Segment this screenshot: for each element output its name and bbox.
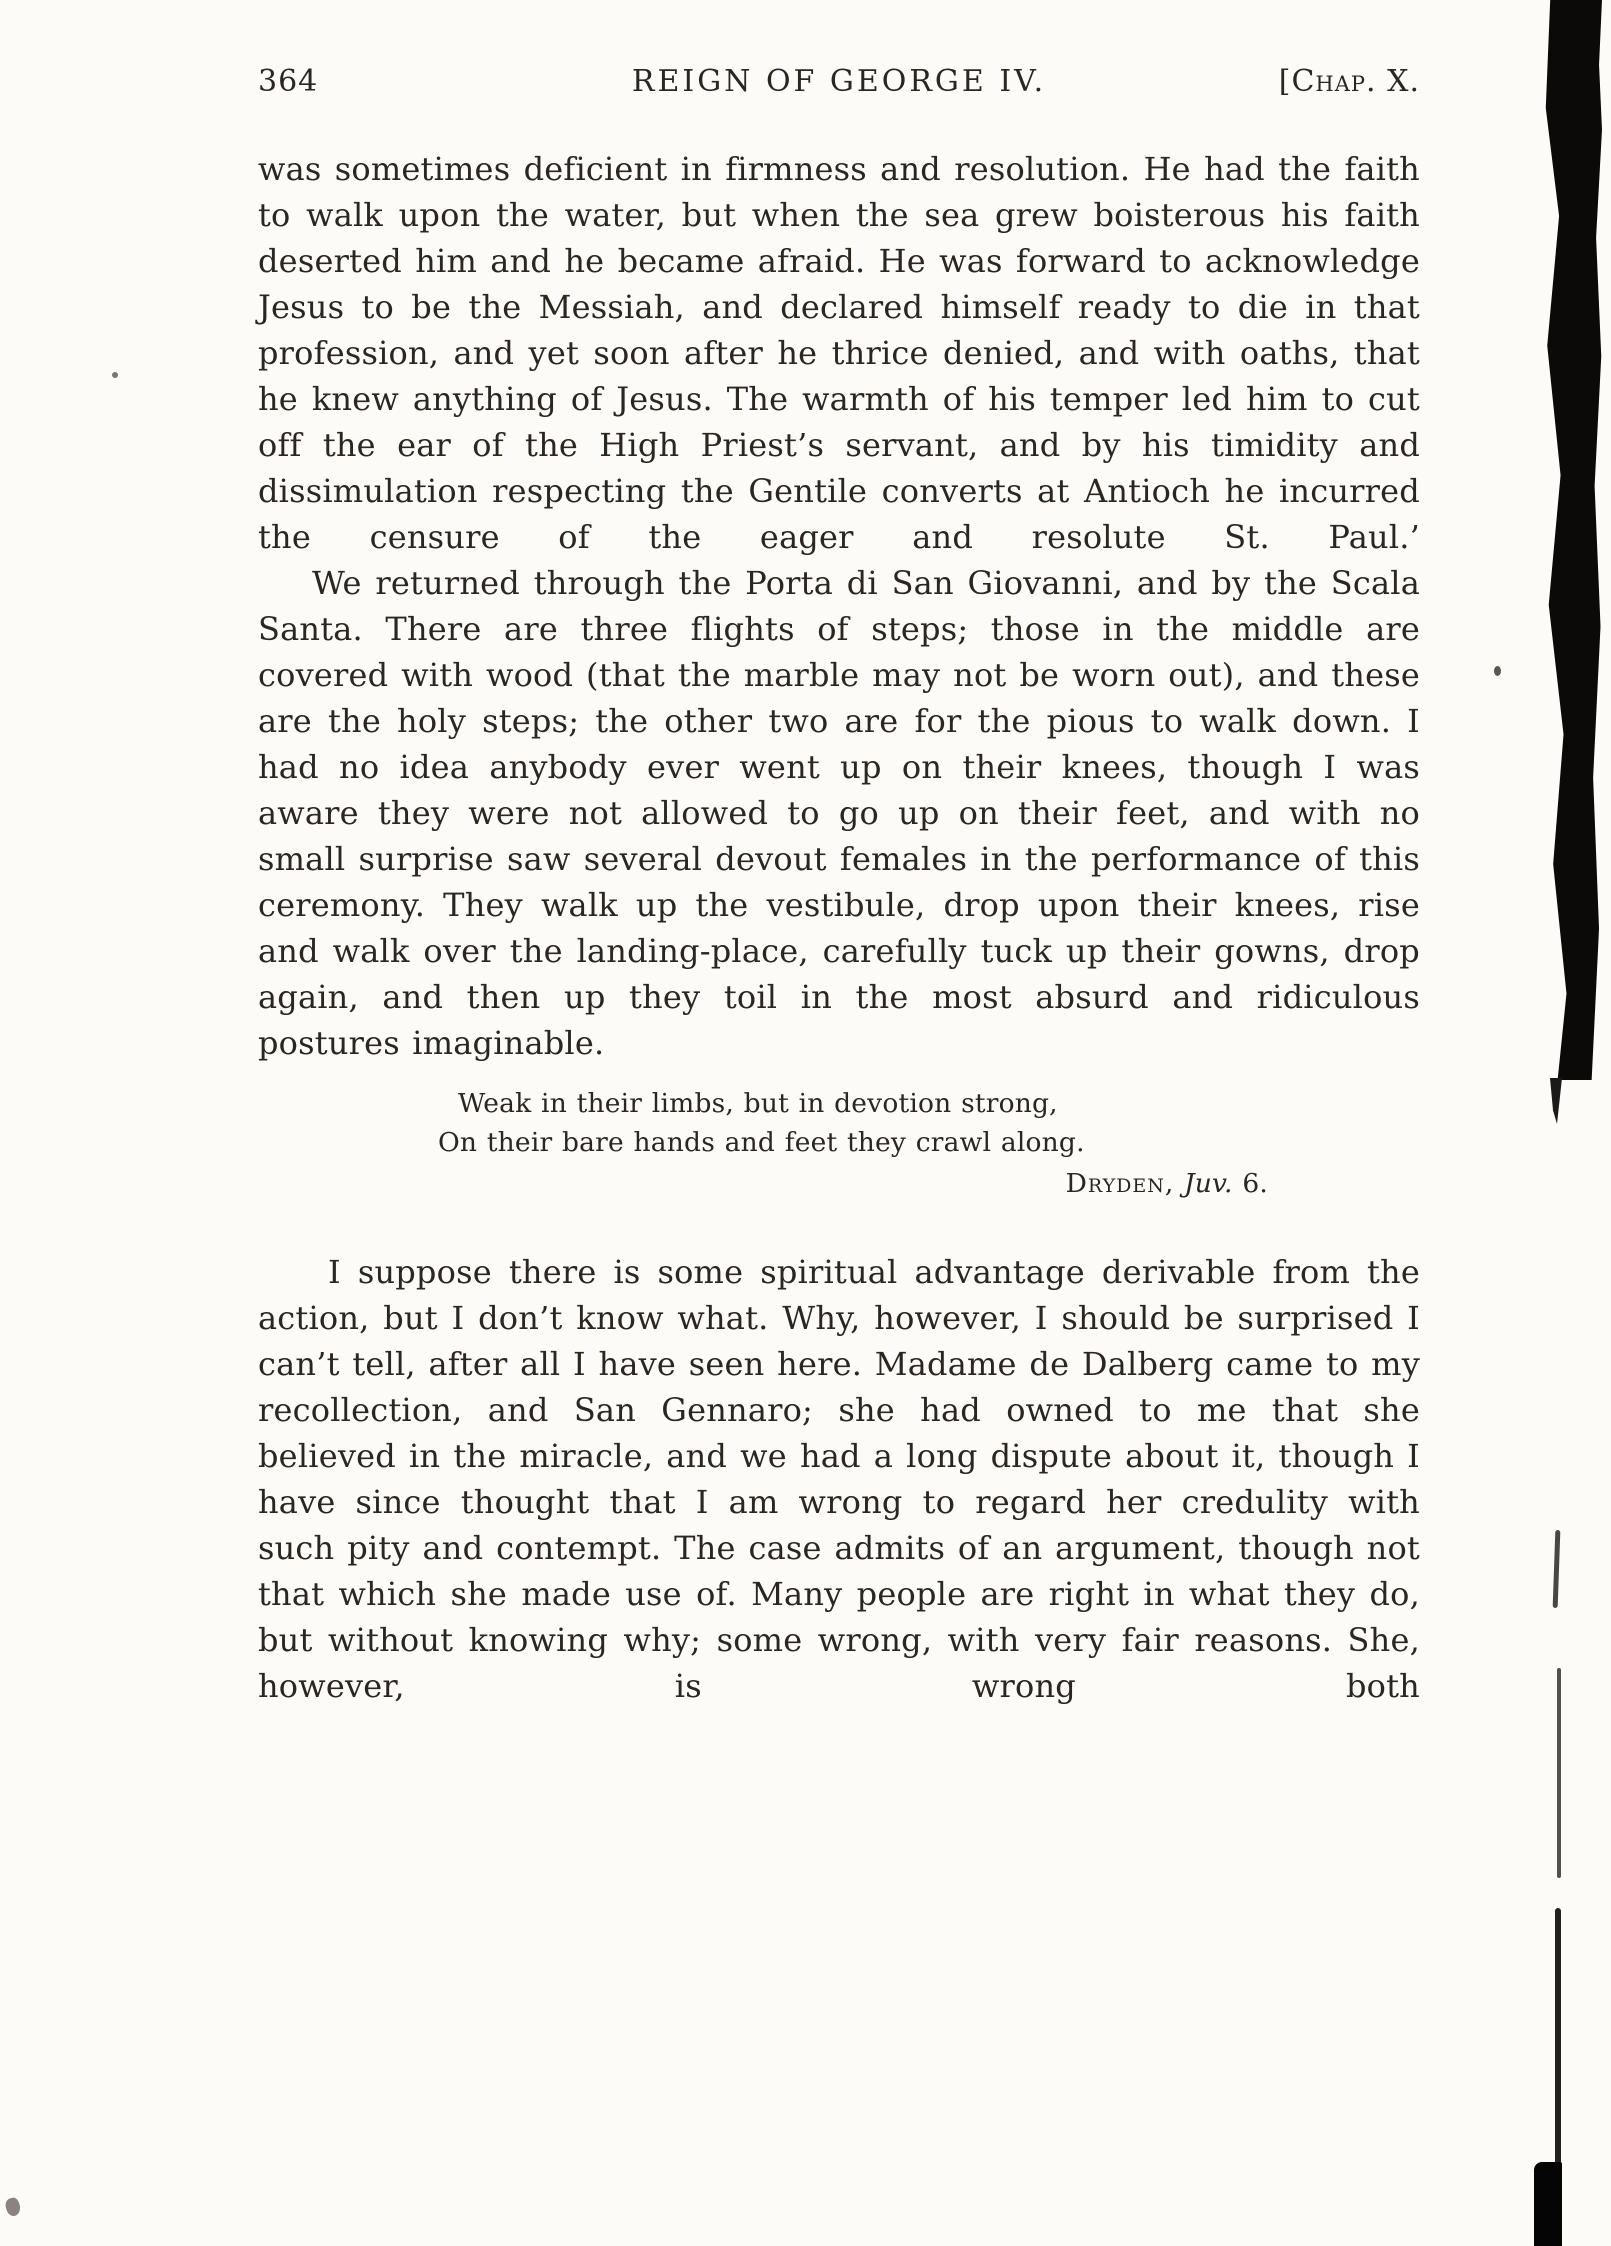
scan-artifact-speck [4, 2196, 23, 2217]
running-title: REIGN OF GEORGE IV. [631, 64, 1047, 99]
page-body [258, 146, 1420, 1709]
scan-artifact-streak [1557, 1668, 1561, 1878]
verse-attribution-author: Dryden, [1065, 1168, 1175, 1199]
scan-artifact-speck [1494, 666, 1501, 676]
verse-line: On their bare hands and feet they crawl along. [438, 1127, 1085, 1158]
scan-artifact-streak [1553, 1530, 1561, 1608]
verse-quotation [258, 1084, 1420, 1203]
verse-attribution-work: Juv. [1183, 1168, 1233, 1199]
scan-artifact-speck [112, 372, 118, 378]
scan-artifact-shadow-tail [1546, 1078, 1566, 1124]
verse-attribution [258, 1164, 1420, 1203]
scan-artifact-gutter-shadow [1528, 0, 1602, 1080]
running-header [258, 64, 1420, 108]
paragraph: I suppose there is some spiritual advantage derivable from the action, but I don’t know what. Why, however, I should be surprised I can’t tell, after all I have seen here. Madame de Dalberg came to my recollection, and San Gennaro; she had owned to me that she believed in the miracle, and we had a long dispute about it, though I have since thought that I am wrong to regard her credulity with such pity and contempt. The case admits of an argument, though not that which she made use of. Many people are right in what they do, but without knowing why; some wrong, with very fair reasons. She, however, is wrong both [258, 1253, 1420, 1705]
paragraph: We returned through the Porta di San Giovanni, and by the Scala Santa. There are three flights of steps; those in the middle are covered with wood (that the marble may not be worn out), and these are the holy steps; the other two are for the pious to walk down. I had no idea anybody ever went up on their knees, though I was aware they were not allowed to go up on their feet, and with no small surprise saw several devout females in the performance of this ceremony. They walk up the vestibule, drop upon their knees, rise and walk over the landing-place, carefully tuck up their gowns, drop again, and then up they toil in the most absurd and ridiculous postures imaginable. [258, 564, 1420, 1062]
page-number: 364 [258, 64, 319, 99]
scan-artifact-corner-blob [1534, 2162, 1562, 2246]
verse-attribution-ref: 6. [1242, 1168, 1268, 1199]
paragraph-continuation: was sometimes deficient in firmness and resolution. He had the faith to walk upon the water, but when the sea grew boisterous his faith deserted him and he became afraid. He was forward to acknowledge Jesus to be the Messiah, and declared himself ready to die in that profession, and yet soon after he thrice denied, and with oaths, that he knew anything of Jesus. The warmth of his temper led him to cut off the ear of the High Priest’s servant, and by his timidity and dissimulation respecting the Gentile converts at Antioch he incurred the censure of the eager and resolute St. Paul.’ [258, 150, 1420, 556]
chapter-label: [Chap. X. [1278, 64, 1420, 99]
verse-line: Weak in their limbs, but in devotion strong, [458, 1088, 1058, 1119]
